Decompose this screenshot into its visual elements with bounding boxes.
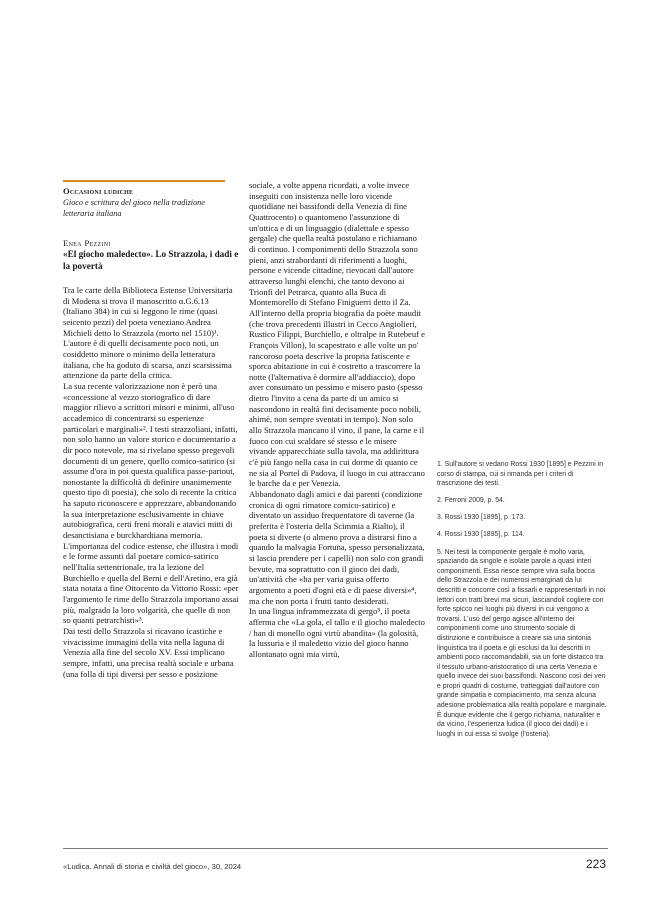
paragraph: All'interno della propria biografia da poète maudit (che trova precedenti illustri in Cecco Angiolieri, Rustico Filippi, Burchiello, e oltralpe in Rutebeuf e François Villon), lo scapestrato e alle volte un po' rancoroso poeta descrive la propria fatiscente e sporca abitazione in cui è costretto a trascorrere la notte (l'alternativa è dormire all'addiaccio), dopo aver consumato un pessimo e misero pasto (spesso dietro l'invito a cena da parte di un amico si nascondono in realtà fini decisamente poco nobili, ahimè, non sempre sventati in tempo). Non solo allo Strazzola mancano il vino, il pane, la carne e il fuoco con cui scaldare sé stesso e le misere vivande apparecchiate sulla tavola, ma addirittura c'è più fango nella casa in cui dorme di quanto ce ne sia al Portel di Padova, il luogo in cui attraccano le barche da e per Venezia.	[249, 307, 425, 489]
paragraph: Dai testi dello Strazzola si ricavano icastiche e vivacissime immagini della vita nella laguna di Venezia alla fine del secolo XV. Essi implicano sempre, infatti, una precisa realtà sociale e urbana (una folla di tipi diversi per sesso e posizione	[63, 626, 234, 679]
paragraph: L'importanza del codice estense, che illustra i modi e le forme assunti dal poetare comico-satirico nell'Italia settentrionale, tra la lezione del Burchiello e quella del Berni e dell'Aretino, era già stata notata a fine Ottocento da Vittorio Rossi: «per l'argomento le rime dello Strazzola importano assai più, malgrado la loro volgarità, che quelle di non so quanti petrarchisti»³.	[63, 540, 239, 626]
section-subtitle: Gioco e scrittura del gioco nella tradizione letteraria italiana	[63, 198, 205, 218]
page-number: 223	[586, 857, 607, 871]
paragraph: Abbandonato dagli amici e dai parenti (condizione cronica di ogni rimatore comico-satirico) e diventato un assiduo frequentatore di taverne (la preferita è l'osteria della Scimmia a Rialto), il poeta si diverte (o almeno prova a distrarsi fino a quando la malvagia Fortuna, spesso personalizzata, si lascia prendere per i capelli) non solo con grandi bevute, ma soprattutto con il gioco dei dadi, un'attività che «ha per varia guisa offerto argomento a poeti d'ogni età e di paese diversi»⁴, ma che non porta i frutti tanto desiderati.	[249, 489, 425, 606]
body-column-1	[63, 285, 239, 679]
footnote-3: 3. Rossi 1930 [1895], p. 173.	[437, 514, 526, 522]
paragraph: sociale, a volte appena ricordati, a volte invece inseguiti con insistenza nelle loro vicende quotidiane nei bassifondi della Venezia di fine Quattrocento) o quantomeno l'assunzione di un'ottica e di un linguaggio (dialettale e spesso gergale) che quella realtà postulano e richiamano di continuo. I componimenti dello Strazzola sono pieni, anzi strabordanti di riferimenti a luoghi, persone e vicende cittadine, rievocati dall'autore attraverso lunghi elenchi, che tanto devono ai Trionfi del Petrarca, quanto alla Buca di Montemorello di Stefano Finiguerri detto il Za.	[249, 180, 418, 308]
paragraph: L'autore è di quelli decisamente poco noti, un cosiddetto minore o minimo della letteratura italiana, che ha goduto di scarsa, anzi scarsissima attenzione da parte della critica.	[63, 338, 232, 381]
footnote-2: 2. Ferroni 2009, p. 54.	[437, 497, 505, 505]
footnote-5: 5. Nei testi la componente gergale è molto varia, spaziando da singole e isolate parole a quasi interi componimenti. Essa riesce sempre viva sulla bocca dello Strazzola e dei numerosi emarginati da lui descritti e concorre così a fissarli e rappresentarli in noi lettori con tratti brevi ma sicuri, lasciandoli cogliere con forte spicco nei luoghi più diversi in cui vengono a trovarsi. L'uso del gergo agisce all'interno dei componimenti come uno strumento sociale di distinzione e contribuisce a creare sia una sintonia linguistica tra il poeta e gli esclusi da lui descritti in ambienti poco raccomandabili, sia un forte distacco tra il tessuto urbano-aristocratico di una certa Venezia e quello invece dei suoi bassifondi. Nascono così dei veri e propri quadri di costume, tratteggiati dall'autore con grande simpatia e compiacimento, ma senza alcuna adesione problematica alla realtà popolare e marginale. È dunque evidente che il gergo richiama, naturaliter e da vicino, l'esperienza ludica (il gioco dei dadi) e i luoghi in cui essa si svolge (l'osteria).	[437, 548, 607, 738]
paragraph: La sua recente valorizzazione non è però una «concessione al vezzo storiografico di dare maggior rilievo a scrittori minori e minimi, all'uso accademico di concentrarsi su esperienze particolari e marginali»². I testi strazzoliani, infatti, non solo hanno un valore storico e documentario a dir poco notevole, ma si rivelano spesso pregevoli documenti di un genere, quello comico-satirico (si assume d'ora in poi questa qualifica passe-partout, nonostante la difficoltà di definire unanimemente questo tipo di poesia), che solo di recente la critica ha saputo riconoscere e apprezzare, abbandonando la sua interpretazione esclusivamente in chiave autobiografica, certi freni morali e atavici mitti di desanctisiana e burckhardtiana memoria.	[63, 380, 238, 541]
footnotes	[437, 460, 607, 747]
section-accent-rule	[63, 180, 225, 182]
footnote-4: 4. Rossi 1930 [1895], p. 114.	[437, 531, 525, 539]
footer-rule	[63, 848, 608, 849]
paragraph: In una lingua inframmezzata di gergo⁵, il poeta afferma che «La gola, el tallo e il giocho maledecto / han di monello ogni virtù abandita» (la golosità, la lussuria e il maledetto vizio del gioco hanno allontanato ogni mia virtù,	[249, 606, 425, 659]
journal-citation: «Ludica. Annali di storia e civiltà del gioco», 30, 2024	[63, 862, 242, 871]
article-title: «El giocho maledecto». Lo Strazzola, i dadi e la povertà	[63, 249, 239, 271]
article-author: Enea Pezzini	[63, 238, 111, 248]
section-title: Occasioni ludiche	[63, 186, 134, 196]
paragraph: Tra le carte della Biblioteca Estense Universitaria di Modena si trova il manoscritto α.G.6.13 (Italiano 384) in cui si leggono le rime (quasi seicento pezzi) del poeta veneziano Andrea Michieli detto lo Strazzola (morto nel 1510)¹.	[63, 285, 233, 338]
body-column-2	[249, 180, 425, 660]
footnote-1: 1. Sull'autore si vedano Rossi 1930 [1895] e Pezzini in corso di stampa, cui si rimanda per i criteri di trascrizione dei testi.	[437, 461, 604, 488]
